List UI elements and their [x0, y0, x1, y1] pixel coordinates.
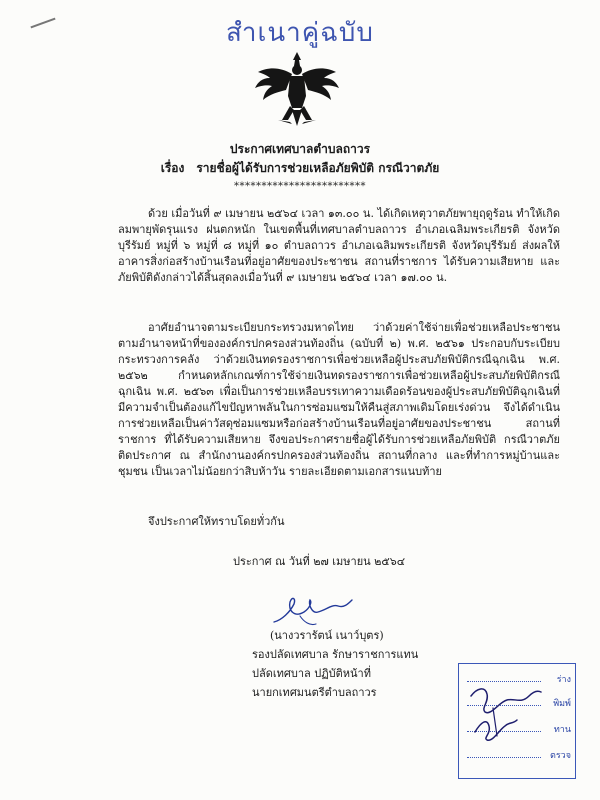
stamp-row-check: ตรวจ [467, 746, 571, 762]
announcement-date: ประกาศ ณ วันที่ ๒๗ เมษายน ๒๕๖๔ [233, 555, 406, 568]
closing-line: จึงประกาศให้ทราบโดยทั่วกัน [148, 515, 285, 528]
scan-pen-mark [30, 18, 55, 29]
signatory-block [252, 626, 432, 702]
header-separator: ************************ [234, 181, 366, 192]
announcement-title: ประกาศเทศบาลตำบลถาวร [229, 142, 371, 156]
office-routing-stamp [458, 663, 576, 779]
subject-line [0, 159, 600, 178]
paragraph-1: ด้วย เมื่อวันที่ ๙ เมษายน ๒๕๖๔ เวลา ๑๓.๐๐ น. ได้เกิดเหตุวาตภัยพายุฤดูร้อน ทำให้เกิดลมพายุพัดรุนแรง ฝนตกหนัก ในเขตพื้นที่เทศบาลตำบลถาวร อำเภอเฉลิมพระเกียรติ จังหวัดบุรีรัมย์ หมู่ที่ ๖ หมู่ที่ ๘ หมู่ที่ ๑๐ ตำบลถาวร อำเภอเฉลิมพระเกียรติ จังหวัดบุรีรัมย์ ส่งผลให้อาคารสิ่งก่อสร้างบ้านเรือนที่อยู่อาศัยของประชาชน สถานที่ราชการ ได้รับความเสียหาย และภัยพิบัติดังกล่าวได้สิ้นสุดลงเมื่อวันที่ ๙ เมษายน ๒๕๖๔ เวลา ๑๗.๐๐ น. [118, 207, 560, 284]
copy-stamp: สำเนาคู่ฉบับ [226, 18, 374, 48]
subject-label: เรื่อง [160, 161, 185, 175]
signatory-position-3: นายกเทศมนตรีตำบลถาวร [252, 686, 377, 699]
garuda-emblem-icon [252, 50, 342, 128]
signatory-position-2: ปลัดเทศบาล ปฏิบัติหน้าที่ [252, 667, 371, 680]
stamp-row-review: ทาน [467, 720, 571, 736]
subject-text: รายชื่อผู้ได้รับการช่วยเหลือภัยพิบัติ กรณีวาตภัย [196, 161, 440, 175]
handwritten-signature [260, 582, 360, 632]
stamp-initials-signature [463, 678, 547, 748]
paragraph-2: อาศัยอำนาจตามระเบียบกระทรวงมหาดไทย ว่าด้วยค่าใช้จ่ายเพื่อช่วยเหลือประชาชนตามอำนาจหน้าที่ขององค์กรปกครองส่วนท้องถิ่น (ฉบับที่ ๒) พ.ศ. ๒๕๖๑ ประกอบกับระเบียบกระทรวงการคลัง ว่าด้วยเงินทดรองราชการเพื่อช่วยเหลือผู้ประสบภัยพิบัติกรณีฉุกเฉิน พ.ศ. ๒๕๖๒ กำหนดหลักเกณฑ์การใช้จ่ายเงินทดรองราชการเพื่อช่วยเหลือผู้ประสบภัยพิบัติกรณีฉุกเฉิน พ.ศ. ๒๕๖๓ เพื่อเป็นการช่วยเหลือบรรเทาความเดือดร้อนของผู้ประสบภัยพิบัติฉุกเฉินที่มีความจำเป็นต้องแก้ไขปัญหาพลันในการซ่อมแซมให้คืนสู่สภาพเดิมโดยเร่งด่วน จึงได้ดำเนินการช่วยเหลือเป็นค่าวัสดุซ่อมแซมหรือก่อสร้างบ้านเรือนที่อยู่อาศัยของประชาชน สถานที่ราชการ ที่ได้รับความเสียหาย จึงขอประกาศรายชื่อผู้ได้รับการช่วยเหลือภัยพิบัติ กรณีวาตภัย ติดประกาศ ณ สำนักงานองค์กรปกครองส่วนท้องถิ่น สถานที่กลาง และที่ทำการหมู่บ้านและชุมชน เป็นเวลาไม่น้อยกว่าสิบห้าวัน รายละเอียดตามเอกสารแนบท้าย [118, 321, 560, 478]
signatory-name: (นางวรารัตน์ เนาว์บุตร) [270, 629, 384, 642]
signatory-position-1: รองปลัดเทศบาล รักษาราชการแทน [252, 648, 419, 661]
stamp-row-draft: ร่าง [467, 670, 571, 686]
stamp-row-typed: พิมพ์ [467, 694, 571, 710]
